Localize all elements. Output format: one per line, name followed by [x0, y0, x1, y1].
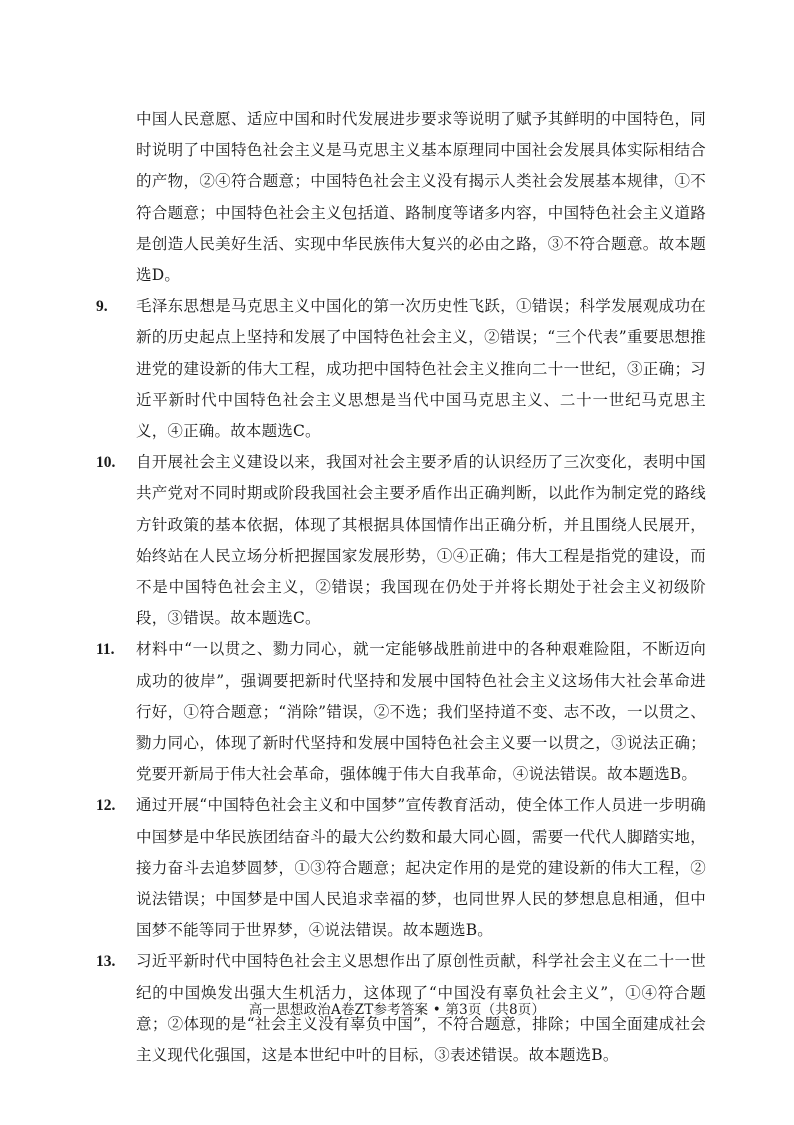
answer-item-12: [96, 790, 706, 946]
item-number: 12.: [96, 797, 116, 815]
answer-item-9: [96, 291, 706, 447]
item-text: 习近平新时代中国特色社会主义思想作出了原创性贡献，科学社会主义在二十一世纪的中国焕发出强大生机活力，这体现了“中国没有辜负社会主义”，①④符合题意；②体现的是“社会主义没有辜负中国”，不符合题意，排除；中国全面建成社会主义现代化强国，这是本世纪中叶的目标，③表述错误。故本题选B。: [136, 952, 706, 1065]
answer-8-continuation: 中国人民意愿、适应中国和时代发展进步要求等说明了赋予其鲜明的中国特色，同时说明了中国特色社会主义是马克思主义基本原理同中国社会发展具体实际相结合的产物，②④符合题意；中国特色社会主义没有揭示人类社会发展基本规律，①不符合题意；中国特色社会主义包括道、路制度等诸多内容，中国特色社会主义道路是创造人民美好生活、实现中华民族伟大复兴的必由之路，③不符合题意。故本题选D。: [136, 110, 706, 285]
item-number: 10.: [96, 454, 116, 472]
answer-item-10: [96, 447, 706, 634]
answer-content: [96, 104, 706, 1071]
page-footer: 高一思想政治A卷ZT参考答案 • 第3页（共8页）: [248, 1002, 546, 1018]
item-text: 材料中“一以贯之、勠力同心，就一定能够战胜前进中的各种艰难险阻，不断迈向成功的彼岸”，强调要把新时代坚持和发展中国特色社会主义这场伟大社会革命进行好，①符合题意；“消除”错误，②不选；我们坚持道不变、志不改，一以贯之、勠力同心，体现了新时代坚持和发展中国特色社会主义要一以贯之，③说法正确；党要开新局于伟大社会革命，强体魄于伟大自我革命，④说法错误。故本题选B。: [136, 640, 706, 784]
item-text: 通过开展“中国特色社会主义和中国梦”宣传教育活动，使全体工作人员进一步明确中国梦是中华民族团结奋斗的最大公约数和最大同心圆，需要一代代人脚踏实地，接力奋斗去追梦圆梦，①③符合题意；起决定作用的是党的建设新的伟大工程，②说法错误；中国梦是中国人民追求幸福的梦，也同世界人民的梦想息息相通，但中国梦不能等同于世界梦，④说法错误。故本题选B。: [136, 796, 706, 940]
item-number: 11.: [96, 641, 115, 659]
item-number: 13.: [96, 953, 116, 971]
item-text: 自开展社会主义建设以来，我国对社会主要矛盾的认识经历了三次变化，表明中国共产党对不同时期或阶段我国社会主要矛盾作出正确判断，以此作为制定党的路线方针政策的基本依据，体现了其根据具体国情作出正确分析，并且围绕人民展开，始终站在人民立场分析把握国家发展形势，①④正确；伟大工程是指党的建设，而不是中国特色社会主义，②错误；我国现在仍处于并将长期处于社会主义初级阶段，③错误。故本题选C。: [136, 453, 706, 628]
answer-item-11: [96, 634, 706, 790]
item-text: 毛泽东思想是马克思主义中国化的第一次历史性飞跃，①错误；科学发展观成功在新的历史起点上坚持和发展了中国特色社会主义，②错误；“三个代表”重要思想推进党的建设新的伟大工程，成功把中国特色社会主义推向二十一世纪，③正确；习近平新时代中国特色社会主义思想是当代中国马克思主义、二十一世纪马克思主义，④正确。故本题选C。: [136, 297, 706, 441]
item-number: 9.: [96, 298, 108, 316]
